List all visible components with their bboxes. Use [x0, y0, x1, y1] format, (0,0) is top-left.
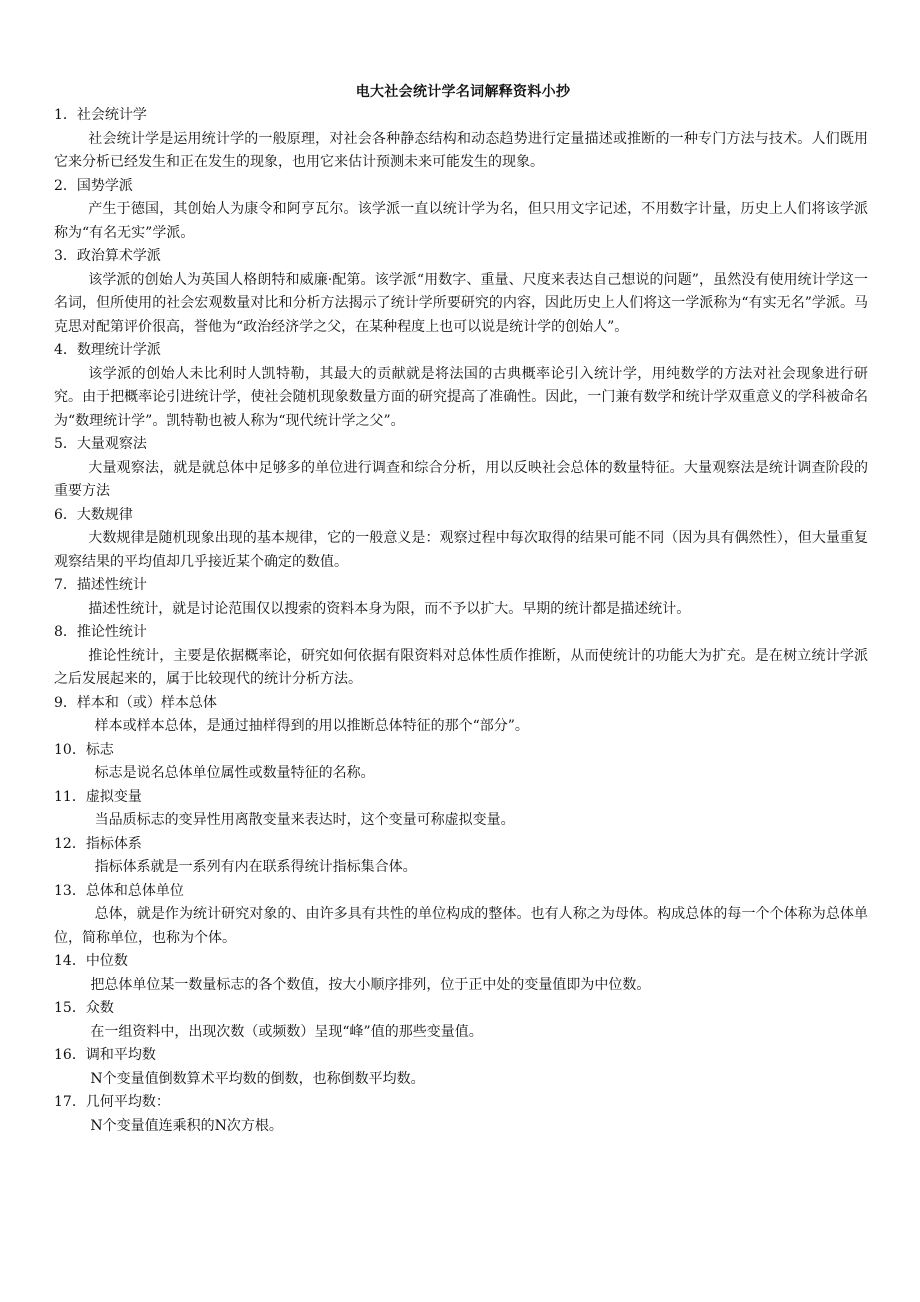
- entry-description: 描述性统计，就是讨论范围仅以搜索的资料本身为限，而不予以扩大。早期的统计都是描述统计。: [88, 600, 691, 617]
- entry-16: [54, 1044, 868, 1091]
- entry-description: 标志是说名总体单位属性或数量特征的名称。: [94, 765, 375, 781]
- entry-term: 10．标志: [54, 741, 114, 758]
- entry-term: 5．大量观察法: [54, 436, 147, 452]
- entry-term: 13．总体和总体单位: [54, 882, 184, 899]
- entry-description: 大量观察法，就是就总体中足够多的单位进行调查和综合分析，用以反映社会总体的数量特征。大量观察法是统计调查阶段的重要方法: [54, 459, 868, 499]
- entry-10: [54, 739, 868, 786]
- entry-term: 6．大数规律: [54, 506, 133, 523]
- entry-14: [54, 950, 868, 997]
- entry-description: 把总体单位某一数量标志的各个数值，按大小顺序排列，位于正中处的变量值即为中位数。: [90, 976, 651, 993]
- entry-description: 该学派的创始人为英国人格朗特和威廉·配第。该学派“用数字、重量、尺度来表达自己想说的问题”，虽然没有使用统计学这一名词，但所使用的社会宏观数量对比和分析方法揭示了统计学所要研究的内容，因此历史上人们将这一学派称为“有实无名”学派。马克思对配第评价很高，誉他为“政治经济学之父，在某种程度上也可以说是统计学的创始人”。: [54, 271, 868, 335]
- entry-term: 16．调和平均数: [54, 1047, 156, 1063]
- entry-term: 8．推论性统计: [54, 624, 147, 640]
- entry-term: 14．中位数: [54, 953, 128, 969]
- entry-description: 样本或样本总体，是通过抽样得到的用以推断总体特征的那个“部分”。: [94, 718, 529, 734]
- entry-term: 15．众数: [54, 1000, 114, 1016]
- entry-4: [54, 339, 868, 433]
- entry-term: 9．样本和（或）样本总体: [54, 694, 217, 711]
- entry-13: [54, 880, 868, 951]
- entry-1: [54, 104, 868, 175]
- entry-description: 社会统计学是运用统计学的一般原理，对社会各种静态结构和动态趋势进行定量描述或推断的一种专门方法与技术。人们既用它来分析已经发生和正在发生的现象，也用它来估计预测未来可能发生的现象。: [54, 130, 868, 170]
- entry-11: [54, 786, 868, 833]
- document-page: [54, 80, 868, 1138]
- entry-description: 该学派的创始人未比利时人凯特勒，其最大的贡献就是将法国的古典概率论引入统计学，用纯数学的方法对社会现象进行研究。由于把概率论引进统计学，使社会随机现象数量方面的研究提高了准确性。因此，一门兼有数学和统计学双重意义的学科被命名为“数理统计学”。凯特勒也被人称为“现代统计学之父”。: [54, 365, 868, 429]
- entry-description: 在一组资料中，出现次数（或频数）呈现“峰”值的那些变量值。: [90, 1023, 483, 1040]
- page-title: 电大社会统计学名词解释资料小抄: [355, 84, 571, 100]
- entry-term: 11．虚拟变量: [54, 788, 142, 805]
- entry-term: 4．数理统计学派: [54, 342, 161, 358]
- entry-12: [54, 833, 868, 880]
- entry-8: [54, 621, 868, 692]
- entry-term: 1．社会统计学: [54, 107, 147, 123]
- entry-3: [54, 245, 868, 339]
- entry-description: 大数规律是随机现象出现的基本规律，它的一般意义是：观察过程中每次取得的结果可能不同（因为具有偶然性），但大量重复观察结果的平均值却几乎接近某个确定的数值。: [54, 530, 868, 570]
- entry-description: 产生于德国，其创始人为康令和阿亨瓦尔。该学派一直以统计学为名，但只用文字记述，不用数字计量，历史上人们将该学派称为“有名无实”学派。: [54, 201, 868, 241]
- entry-description: 推论性统计，主要是依据概率论，研究如何依据有限资料对总体性质作推断，从而使统计的功能大为扩充。是在树立统计学派之后发展起来的，属于比较现代的统计分析方法。: [54, 647, 868, 687]
- entry-17: [54, 1091, 868, 1138]
- entry-description: 当品质标志的变异性用离散变量来表达时，这个变量可称虚拟变量。: [94, 812, 515, 828]
- entry-6: [54, 504, 868, 575]
- entry-7: [54, 574, 868, 621]
- entry-term: 2．国势学派: [54, 177, 133, 194]
- entry-term: 7．描述性统计: [54, 577, 147, 593]
- entry-description: 指标体系就是一系列有内在联系得统计指标集合体。: [94, 859, 417, 875]
- entry-5: [54, 433, 868, 504]
- entry-15: [54, 997, 868, 1044]
- entry-term: 17．几何平均数：: [54, 1094, 170, 1110]
- entry-description: N个变量值倒数算术平均数的倒数，也称倒数平均数。: [90, 1070, 425, 1087]
- entry-term: 12．指标体系: [54, 835, 142, 852]
- entry-term: 3．政治算术学派: [54, 248, 161, 264]
- entry-9: [54, 692, 868, 739]
- entry-description: 总体，就是作为统计研究对象的、由许多具有共性的单位构成的整体。也有人称之为母体。构成总体的每一个个体称为总体单位，简称单位，也称为个体。: [54, 906, 868, 946]
- entry-description: N个变量值连乘积的N次方根。: [90, 1117, 283, 1134]
- entry-2: [54, 175, 868, 246]
